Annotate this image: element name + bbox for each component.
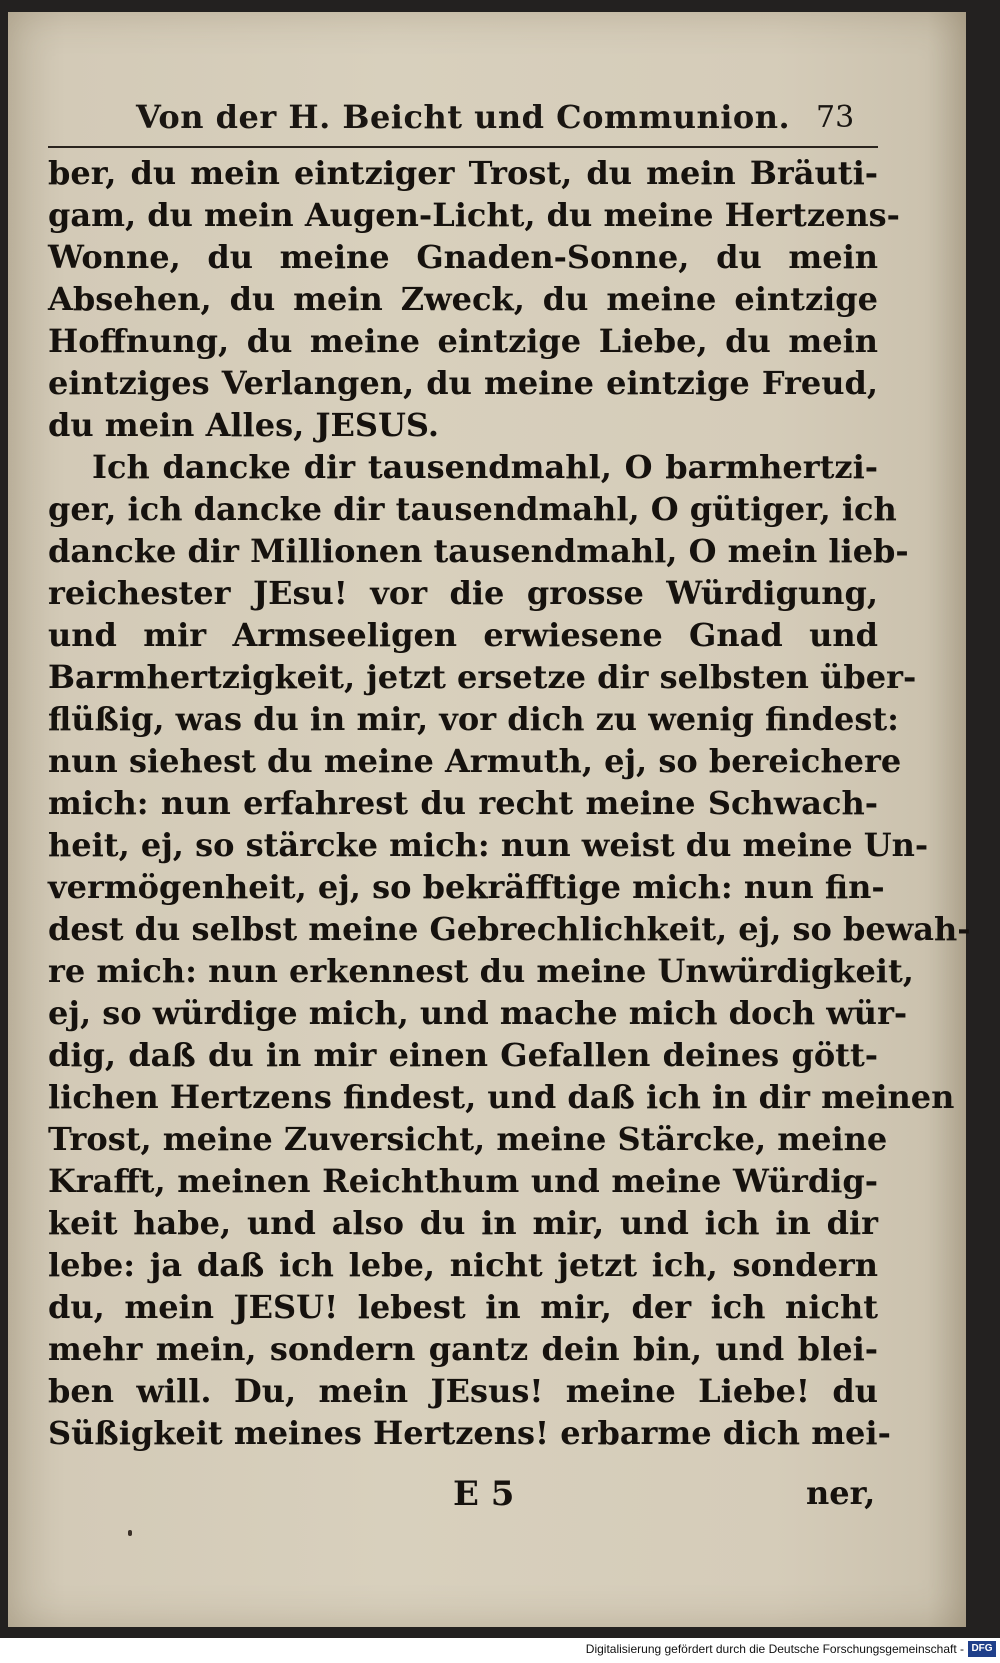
ink-speck bbox=[128, 1530, 132, 1536]
text-line: Wonne, du meine Gnaden-Sonne, du mein bbox=[48, 238, 878, 276]
text-line: mehr mein, sondern gantz dein bin, und blei- bbox=[48, 1330, 878, 1368]
book-page bbox=[8, 12, 971, 1627]
text-line: Krafft, meinen Reichthum und meine Würdig- bbox=[48, 1162, 878, 1200]
page-number: 73 bbox=[816, 100, 855, 135]
text-line: und mir Armseeligen erwiesene Gnad und bbox=[48, 616, 878, 654]
digitization-footer bbox=[0, 1638, 1000, 1663]
text-line: ej, so würdige mich, und mache mich doch wür- bbox=[48, 994, 908, 1032]
text-line: Barmhertzigkeit, jetzt ersetze dir selbsten über- bbox=[48, 658, 917, 696]
text-line: dancke dir Millionen tausendmahl, O mein lieb- bbox=[48, 532, 909, 570]
text-line: reichester JEsu! vor die grosse Würdigung, bbox=[48, 574, 878, 612]
text-line: Trost, meine Zuversicht, meine Stärcke, meine bbox=[48, 1120, 888, 1158]
catchword: ner, bbox=[806, 1474, 876, 1512]
header-rule bbox=[48, 146, 878, 148]
paragraph-start-line: Ich dancke dir tausendmahl, O barmhertzi- bbox=[92, 448, 878, 486]
text-line: ben will. Du, mein JEsus! meine Liebe! du bbox=[48, 1372, 878, 1410]
text-line: du mein Alles, JESUS. bbox=[48, 406, 440, 444]
text-line: nun siehest du meine Armuth, ej, so bereichere bbox=[48, 742, 902, 780]
signature-mark: E 5 bbox=[453, 1474, 515, 1514]
running-head bbox=[48, 94, 878, 148]
text-line: eintziges Verlangen, du meine eintzige Freud, bbox=[48, 364, 878, 402]
text-line: Hoffnung, du meine eintzige Liebe, du mein bbox=[48, 322, 878, 360]
dfg-logo-icon: DFG bbox=[968, 1641, 996, 1657]
funding-credit: Digitalisierung gefördert durch die Deutsche Forschungsgemeinschaft - bbox=[585, 1642, 964, 1656]
text-line: heit, ej, so stärcke mich: nun weist du meine Un- bbox=[48, 826, 929, 864]
text-line: Absehen, du mein Zweck, du meine eintzige bbox=[48, 280, 878, 318]
text-line: ber, du mein eintziger Trost, du mein Bräuti- bbox=[48, 154, 878, 192]
text-line: dig, daß du in mir einen Gefallen deines gött- bbox=[48, 1036, 878, 1074]
text-line: flüßig, was du in mir, vor dich zu wenig findest: bbox=[48, 700, 899, 738]
text-line: Süßigkeit meines Hertzens! erbarme dich mei- bbox=[48, 1414, 891, 1452]
text-line: lichen Hertzens findest, und daß ich in dir meinen bbox=[48, 1078, 955, 1116]
running-head-title: Von der H. Beicht und Communion. bbox=[136, 98, 791, 136]
text-line: gam, du mein Augen-Licht, du meine Hertzens- bbox=[48, 196, 900, 234]
text-line: mich: nun erfahrest du recht meine Schwach- bbox=[48, 784, 878, 822]
text-line: dest du selbst meine Gebrechlichkeit, ej, so bewah- bbox=[48, 910, 971, 948]
text-line: lebe: ja daß ich lebe, nicht jetzt ich, sondern bbox=[48, 1246, 878, 1284]
text-line: ger, ich dancke dir tausendmahl, O gütiger, ich bbox=[48, 490, 897, 528]
text-line: du, mein JESU! lebest in mir, der ich nicht bbox=[48, 1288, 878, 1326]
text-line: keit habe, und also du in mir, und ich in dir bbox=[48, 1204, 878, 1242]
text-line: re mich: nun erkennest du meine Unwürdigkeit, bbox=[48, 952, 914, 990]
text-line: vermögenheit, ej, so bekräfftige mich: nun fin- bbox=[48, 868, 885, 906]
